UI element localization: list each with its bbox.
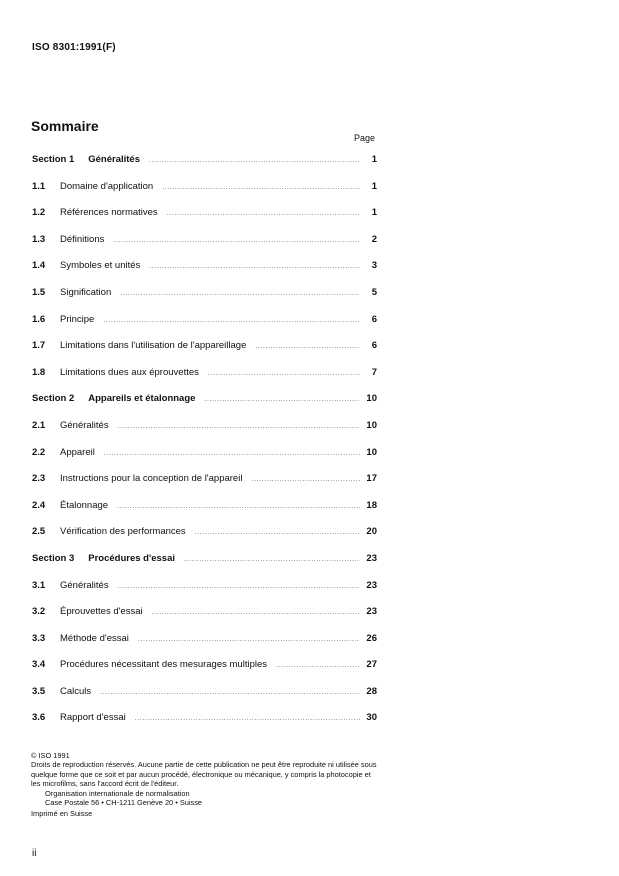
toc-entry-row: [32, 307, 377, 334]
toc-entry-row: [32, 360, 377, 387]
toc-entry-row: [32, 413, 377, 440]
dot-leader: [184, 547, 360, 574]
toc-entry-title: Définitions: [60, 233, 105, 245]
toc-entry-title: Méthode d'essai: [60, 632, 129, 644]
toc-entry-row: [32, 493, 377, 520]
toc-entry-page: 6: [371, 313, 377, 325]
toc-entry-title: Références normatives: [60, 207, 158, 219]
dot-leader: [113, 228, 360, 255]
toc-entry-number: 2.3: [32, 473, 46, 485]
toc-section-row: [32, 386, 377, 413]
toc-entry-row: [32, 333, 377, 360]
dot-leader: [208, 361, 360, 388]
dot-leader: [195, 520, 360, 547]
dot-leader: [135, 706, 360, 733]
toc-entry-number: Section 3: [32, 552, 75, 564]
toc-entry-page: 23: [366, 552, 377, 564]
toc-entry-number: 2.5: [32, 526, 46, 538]
organisation-name: Organisation internationale de normalisation: [45, 788, 190, 798]
toc-entry-title: Instructions pour la conception de l'appareil: [60, 473, 243, 485]
dot-leader: [251, 467, 360, 494]
page-number: ii: [32, 848, 37, 859]
toc-entry-page: 23: [366, 606, 377, 618]
toc-entry-page: 28: [366, 685, 377, 697]
toc-entry-page: 1: [371, 207, 377, 219]
toc-entry-number: 3.2: [32, 606, 46, 618]
toc-entry-page: 3: [371, 260, 377, 272]
toc-entry-number: 1.2: [32, 207, 46, 219]
dot-leader: [149, 148, 360, 175]
toc-entry-page: 27: [366, 659, 377, 671]
toc-entry-title: Procédures d'essai: [88, 552, 175, 564]
dot-leader: [276, 653, 360, 680]
toc-entry-page: 2: [371, 233, 377, 245]
dot-leader: [118, 574, 360, 601]
toc-entry-title: Généralités: [60, 579, 109, 591]
toc-entry-page: 1: [371, 154, 377, 165]
toc-entry-title: Appareils et étalonnage: [88, 393, 196, 405]
toc-entry-number: 1.8: [32, 366, 46, 378]
toc-title: Sommaire: [31, 118, 99, 134]
toc-entry-row: [32, 679, 377, 706]
dot-leader: [117, 494, 360, 521]
toc-entry-title: Généralités: [60, 419, 109, 431]
table-of-contents: [32, 147, 377, 732]
toc-entry-row: [32, 227, 377, 254]
toc-entry-page: 10: [366, 393, 377, 405]
toc-entry-number: 2.4: [32, 499, 46, 511]
toc-entry-number: 1.6: [32, 313, 46, 325]
toc-entry-title: Limitations dans l'utilisation de l'appareillage: [60, 340, 247, 352]
toc-section-row: [32, 147, 377, 174]
toc-entry-number: 1.1: [32, 180, 46, 192]
toc-section-row: [32, 546, 377, 573]
toc-entry-page: 10: [366, 446, 377, 458]
toc-entry-title: Calculs: [60, 685, 92, 697]
dot-leader: [204, 387, 360, 414]
dot-leader: [162, 175, 360, 202]
toc-entry-row: [32, 440, 377, 467]
toc-entry-title: Vérification des performances: [60, 526, 186, 538]
toc-entry-title: Symboles et unités: [60, 260, 141, 272]
toc-entry-number: Section 2: [32, 393, 75, 405]
toc-entry-number: 1.7: [32, 340, 46, 352]
toc-entry-page: 7: [371, 366, 377, 378]
toc-entry-number: Section 1: [32, 154, 75, 165]
toc-entry-title: Limitations dues aux éprouvettes: [60, 366, 199, 378]
toc-entry-row: [32, 519, 377, 546]
toc-entry-row: [32, 280, 377, 307]
toc-entry-number: 1.3: [32, 233, 46, 245]
dot-leader: [149, 254, 360, 281]
toc-entry-title: Procédures nécessitant des mesurages multiples: [60, 659, 267, 671]
document-id: ISO 8301:1991(F): [32, 42, 116, 53]
dot-leader: [152, 600, 360, 627]
toc-entry-page: 17: [366, 473, 377, 485]
toc-entry-number: 3.5: [32, 685, 46, 697]
copyright-line: © ISO 1991: [31, 751, 70, 760]
toc-entry-row: [32, 626, 377, 653]
toc-entry-title: Principe: [60, 313, 95, 325]
toc-entry-number: 3.4: [32, 659, 46, 671]
toc-entry-title: Étalonnage: [60, 499, 109, 511]
toc-entry-row: [32, 599, 377, 626]
toc-entry-row: [32, 466, 377, 493]
toc-entry-row: [32, 200, 377, 227]
dot-leader: [118, 414, 360, 441]
toc-entry-row: [32, 573, 377, 600]
toc-entry-title: Domaine d'application: [60, 180, 154, 192]
dot-leader: [120, 281, 360, 308]
toc-entry-number: 1.4: [32, 260, 46, 272]
dot-leader: [138, 627, 360, 654]
toc-entry-row: [32, 705, 377, 732]
toc-entry-page: 23: [366, 579, 377, 591]
toc-entry-row: [32, 253, 377, 280]
printed-in: Imprimé en Suisse: [31, 809, 93, 819]
toc-entry-number: 3.1: [32, 579, 46, 591]
toc-entry-page: 18: [366, 499, 377, 511]
toc-entry-number: 3.6: [32, 712, 46, 724]
dot-leader: [167, 201, 360, 228]
copyright-notice: [31, 751, 381, 819]
page-column-heading: Page: [354, 133, 376, 143]
toc-entry-title: Éprouvettes d'essai: [60, 606, 143, 618]
rights-statement: Droits de reproduction réservés. Aucune partie de cette publication ne peut être reproduite ni utilisée sous quelque forme que ce soit et par aucun procédé, électronique ou mécanique, y compris la photocopie et les microfilms, sans l'accord écrit de l'éditeur.: [31, 760, 377, 789]
toc-entry-page: 30: [366, 712, 377, 724]
toc-entry-title: Rapport d'essai: [60, 712, 126, 724]
toc-entry-page: 5: [371, 286, 377, 298]
toc-entry-number: 2.1: [32, 419, 46, 431]
organisation-address: Case Postale 56 • CH-1211 Genève 20 • Suisse: [45, 798, 203, 808]
toc-entry-page: 6: [371, 340, 377, 352]
toc-entry-page: 1: [371, 180, 377, 192]
dot-leader: [100, 680, 360, 707]
toc-entry-title: Appareil: [60, 446, 95, 458]
dot-leader: [103, 308, 360, 335]
toc-entry-title: Signification: [60, 286, 112, 298]
toc-entry-number: 2.2: [32, 446, 46, 458]
toc-entry-row: [32, 652, 377, 679]
dot-leader: [255, 334, 360, 361]
toc-entry-page: 20: [366, 526, 377, 538]
toc-entry-row: [32, 174, 377, 201]
toc-entry-page: 26: [366, 632, 377, 644]
toc-entry-number: 3.3: [32, 632, 46, 644]
toc-entry-number: 1.5: [32, 286, 46, 298]
toc-entry-title: Généralités: [88, 154, 140, 165]
dot-leader: [104, 441, 360, 468]
toc-entry-page: 10: [366, 419, 377, 431]
